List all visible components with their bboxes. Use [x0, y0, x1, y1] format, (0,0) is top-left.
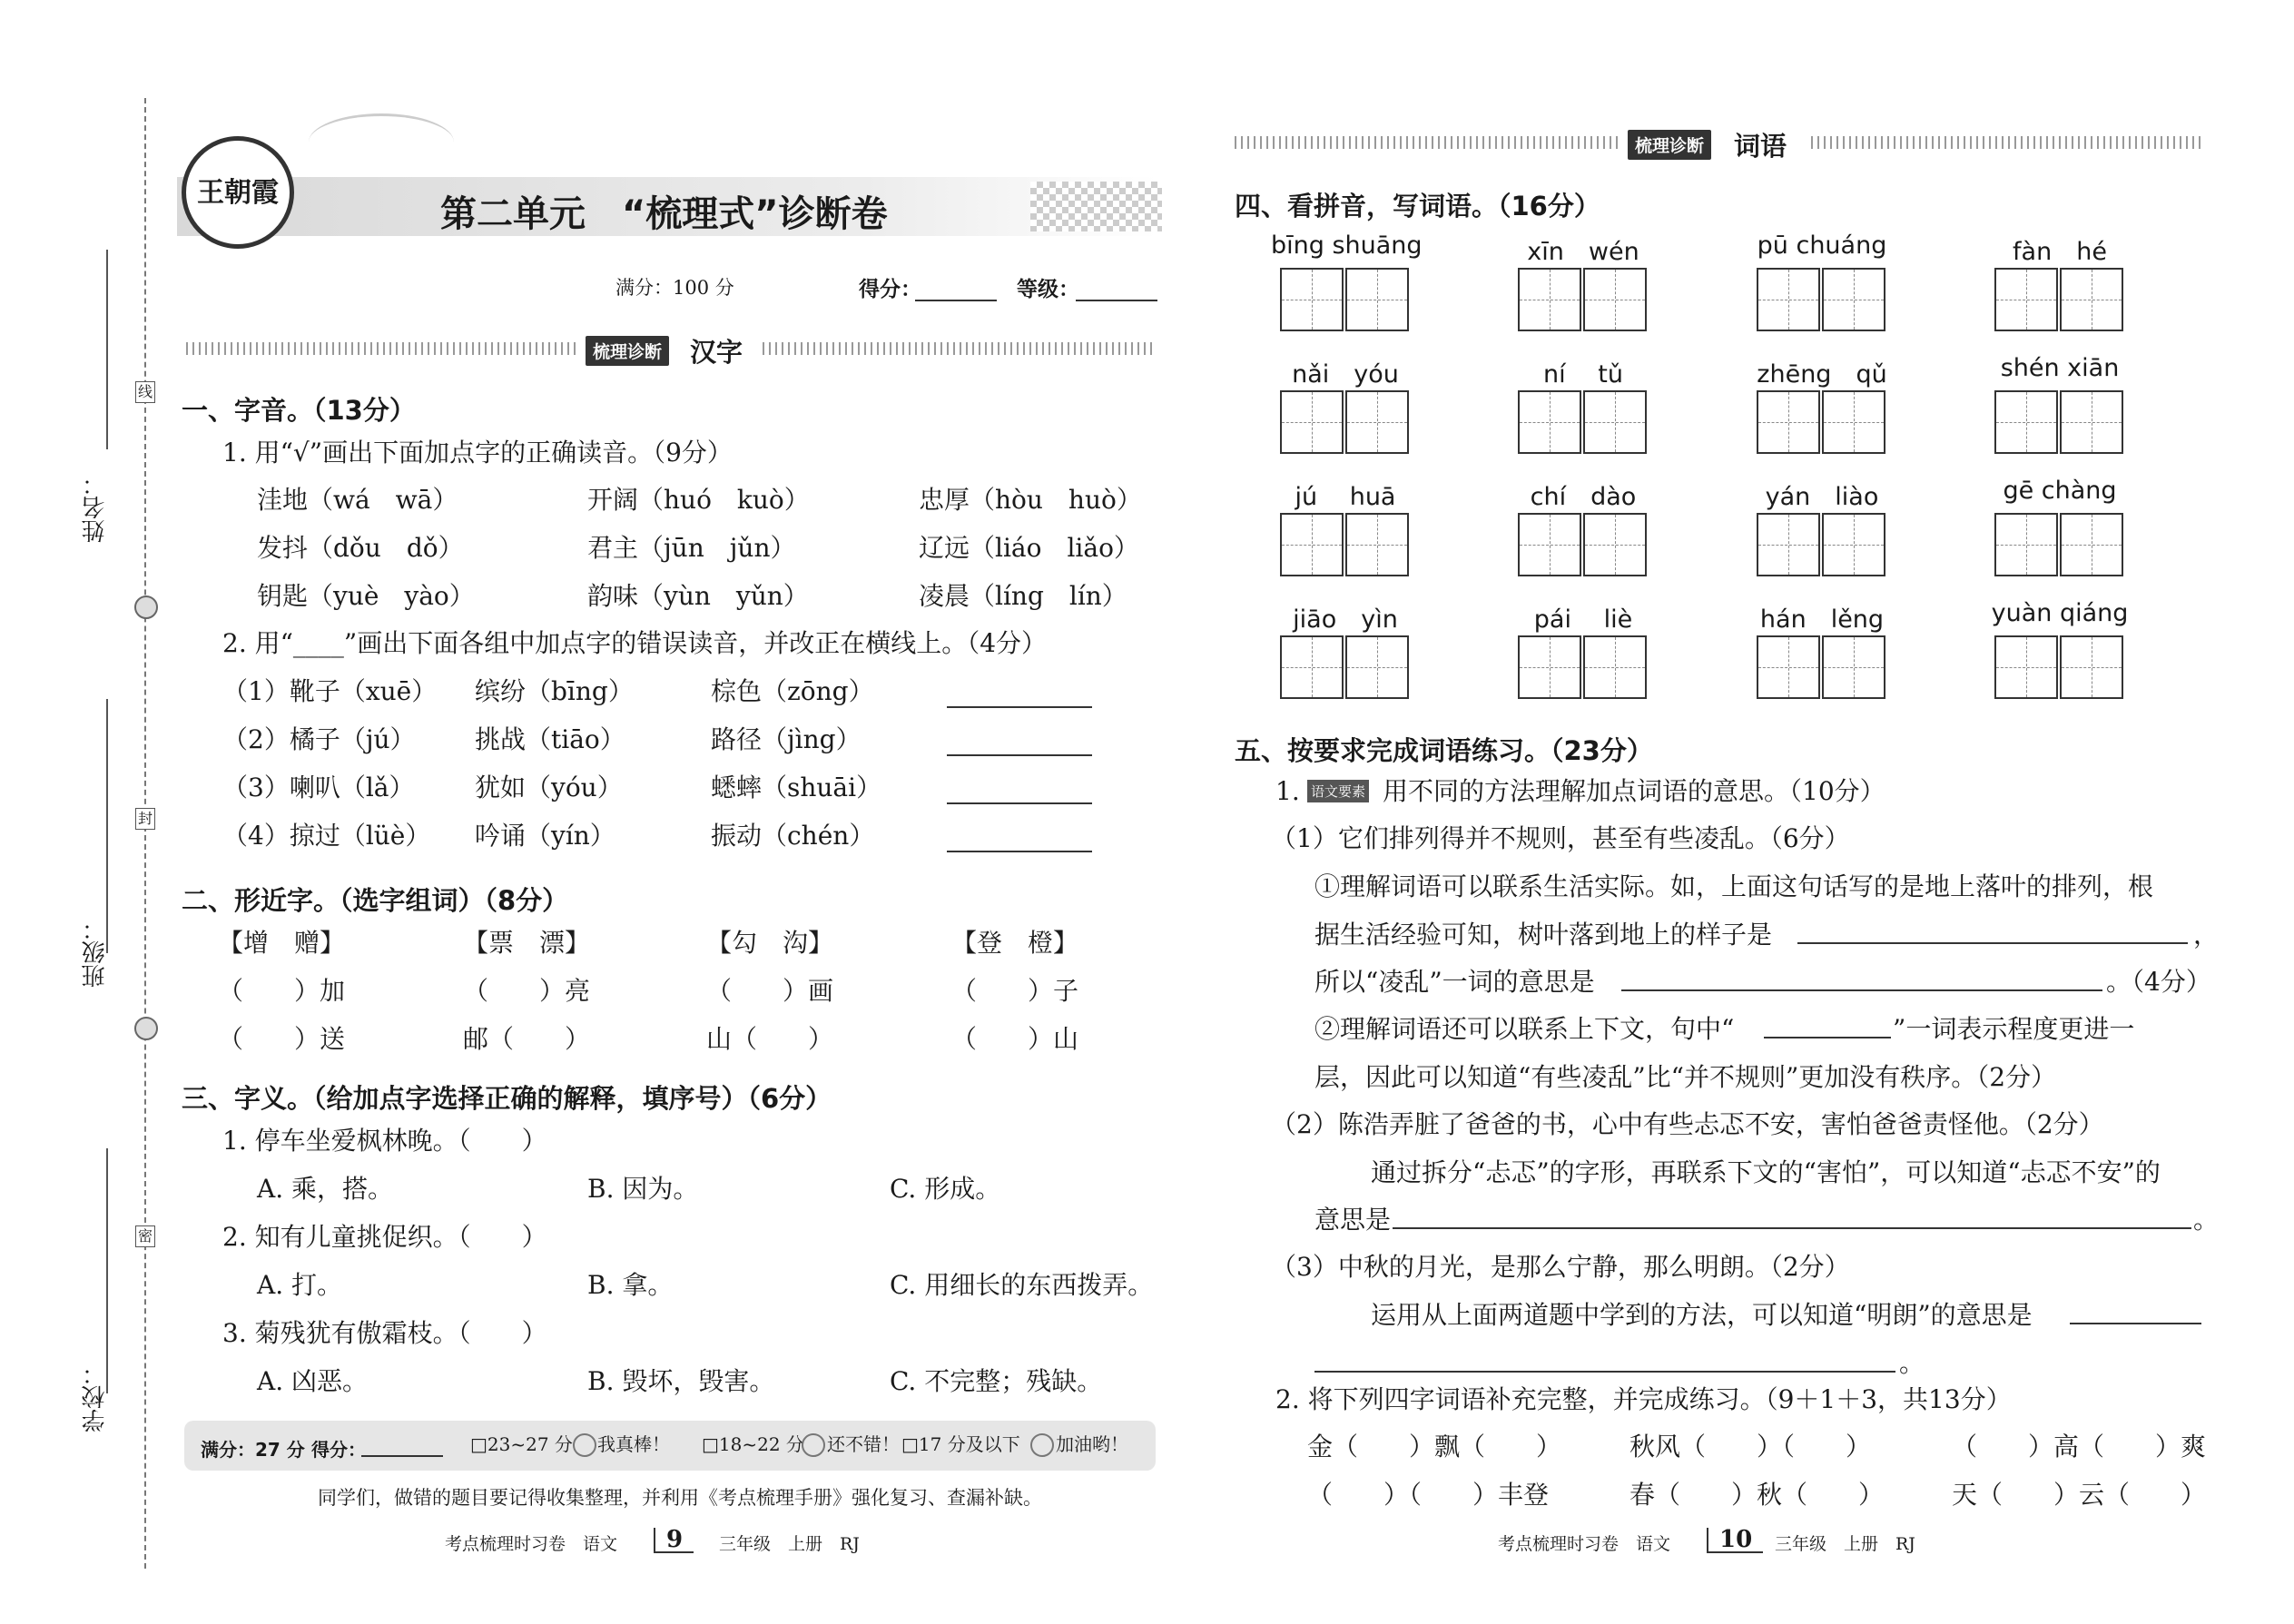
pinyin-label: nǎi yóu [1292, 360, 1399, 389]
q1-group: 缤纷（bīng） [475, 676, 634, 706]
q5-p1b: 据生活经验可知，树叶落到地上的样子是 [1314, 920, 1773, 950]
pinyin-label: jú huā [1295, 483, 1396, 511]
q3-option: B. 毁坏，毁害。 [587, 1366, 775, 1396]
section-strip [763, 342, 1153, 355]
answer-line[interactable] [947, 802, 1092, 804]
answer-line[interactable] [1797, 942, 2188, 944]
writing-box[interactable] [1280, 390, 1344, 454]
answer-line[interactable] [1621, 989, 2102, 991]
q3-option: C. 用细长的东西拨弄。 [890, 1270, 1154, 1300]
q1-group: 吟诵（yín） [475, 821, 615, 851]
grade-field[interactable] [1076, 300, 1157, 301]
footer-grade: 三年级 上册 RJ [719, 1534, 860, 1554]
q3-option: C. 形成。 [890, 1174, 1001, 1204]
q1-group: （2）橘子（jú） [222, 724, 416, 754]
page-number: 10 [1707, 1528, 1763, 1553]
binding-hole-icon [134, 1017, 158, 1040]
writing-box[interactable] [1345, 513, 1409, 576]
q1-group: 棕色（zōng） [711, 676, 874, 706]
seal-mi: 密 [135, 1225, 155, 1247]
section-strip [186, 342, 576, 355]
q5-p3: （3）中秋的月光，是那么宁静，那么明朗。（2分） [1271, 1252, 1850, 1282]
writing-box[interactable] [2060, 390, 2123, 454]
score-bar [184, 1421, 1156, 1471]
section-strip [1235, 136, 1620, 149]
answer-line[interactable] [1764, 1037, 1891, 1038]
pinyin-label: hán lěng [1759, 605, 1885, 634]
q1-group: （4）掠过（lüè） [222, 821, 431, 851]
writing-box[interactable] [1994, 513, 2058, 576]
writing-box[interactable] [1822, 268, 1885, 331]
writing-box[interactable] [1757, 268, 1820, 331]
pinyin-label: bīng shuāng [1271, 231, 1423, 260]
pinyin-label: chí dào [1530, 483, 1637, 511]
writing-box[interactable] [1994, 635, 2058, 699]
q5-p2a: 通过拆分“忐忑”的字形，再联系下文的“害怕”，可以知道“忐忑不安”的 [1371, 1157, 2161, 1187]
q5-p1d2: ”一词表示程度更进一 [1893, 1014, 2135, 1044]
q3-option: B. 因为。 [587, 1174, 699, 1204]
q4-title: 四、看拼音，写词语。（16分） [1235, 191, 1600, 221]
score-label: 得分： [859, 277, 921, 301]
q1-item: 辽远（liáo liǎo） [919, 533, 1139, 563]
q1-group: 挑战（tiāo） [475, 724, 625, 754]
checker-decoration [1030, 182, 1162, 231]
q2-blank[interactable]: （ ）加 [218, 976, 346, 1006]
q1-title: 一、字音。（13分） [182, 395, 416, 426]
pinyin-label: yuàn qiáng [1991, 599, 2129, 627]
writing-box[interactable] [1757, 390, 1820, 454]
smile-icon [802, 1433, 825, 1457]
q1-group: 路径（jìng） [711, 724, 861, 754]
q5-s1: 用不同的方法理解加点词语的意思。（10分） [1383, 776, 1885, 806]
writing-box[interactable] [1822, 390, 1885, 454]
score-bar-field[interactable] [361, 1455, 443, 1457]
q1-group: （1）靴子（xuē） [222, 676, 438, 706]
q2-blank[interactable]: （ ）画 [706, 976, 834, 1006]
q3-option: A. 乘，搭。 [257, 1174, 394, 1204]
answer-line[interactable] [1393, 1227, 2191, 1229]
q1-item: 忠厚（hòu huò） [919, 485, 1142, 515]
q5-p2: （2）陈浩弄脏了爸爸的书，心中有些忐忑不安，害怕爸爸责怪他。（2分） [1271, 1109, 2104, 1139]
section-label: 汉字 [690, 337, 743, 368]
pinyin-label: fàn hé [2013, 238, 2107, 266]
full-score: 满分：100 分 [615, 277, 734, 299]
q5-title: 五、按要求完成词语练习。（23分） [1235, 735, 1653, 766]
q2-blank[interactable]: （ ）山 [951, 1024, 1079, 1054]
q2-group: 【票 漂】 [463, 928, 591, 958]
q3-question: 1. 停车坐爱枫林晚。（ ） [222, 1126, 547, 1156]
smile-icon [1030, 1433, 1054, 1457]
pinyin-label: gē chàng [2003, 477, 2117, 505]
q2-group: 【增 赠】 [218, 928, 346, 958]
score-field[interactable] [915, 300, 997, 301]
q5-p2b-end: 。 [2193, 1205, 2220, 1235]
q3-title: 三、字义。（给加点字选择正确的解释，填序号）（6分） [182, 1083, 832, 1114]
q5-p1c-end: 。（4分） [2106, 967, 2211, 997]
writing-box[interactable] [2060, 513, 2123, 576]
q3-option: A. 打。 [257, 1270, 343, 1300]
writing-box[interactable] [1822, 513, 1885, 576]
writing-box[interactable] [1518, 513, 1581, 576]
score-range-2[interactable]: □18~22 分 [702, 1433, 804, 1455]
answer-line[interactable] [947, 754, 1092, 756]
answer-line[interactable] [2070, 1323, 2201, 1324]
idiom-blank[interactable]: （ ）高（ ）爽 [1952, 1432, 2207, 1462]
idiom-blank[interactable]: 春（ ）秋（ ） [1629, 1480, 1885, 1510]
binding-margin [0, 0, 163, 1624]
writing-box[interactable] [2060, 268, 2123, 331]
section-tag: 梳理诊断 [1628, 130, 1711, 160]
idiom-blank[interactable]: （ ）（ ）丰登 [1307, 1480, 1550, 1510]
q2-blank[interactable]: （ ）送 [218, 1024, 346, 1054]
writing-box[interactable] [1994, 390, 2058, 454]
q3-question: 2. 知有儿童挑促织。（ ） [222, 1222, 547, 1252]
idiom-blank[interactable]: 天（ ）云（ ） [1952, 1480, 2207, 1510]
score-bar-full: 满分：27 分 [201, 1439, 305, 1461]
seal-feng: 封 [135, 808, 155, 830]
name-label: 姓名： [82, 472, 109, 543]
section-strip [1811, 136, 2201, 149]
brand-logo [182, 136, 294, 249]
writing-box[interactable] [1994, 268, 2058, 331]
q5-p1c: 所以“凌乱”一词的意思是 [1314, 967, 1595, 997]
score-range-1[interactable]: □23~27 分 [470, 1433, 573, 1455]
q5-p3b-end: 。 [1899, 1348, 1925, 1378]
q5-p1a: ①理解词语可以联系生活实际。如，上面这句话写的是地上落叶的排列，根 [1314, 871, 2154, 901]
binding-hole-icon [134, 595, 158, 619]
q2-title: 二、形近字。（选字组词）（8分） [182, 885, 569, 916]
footer-book: 考点梳理时习卷 语文 [1498, 1534, 1671, 1554]
writing-box[interactable] [1518, 268, 1581, 331]
q2-group: 【勾 沟】 [706, 928, 834, 958]
writing-box[interactable] [1822, 635, 1885, 699]
writing-box[interactable] [1583, 268, 1647, 331]
score-range-3-text: 加油哟！ [1056, 1433, 1128, 1455]
answer-line[interactable] [947, 851, 1092, 852]
pinyin-label: jiāo yìn [1293, 605, 1398, 634]
writing-box[interactable] [1757, 513, 1820, 576]
ribbon-decoration [309, 113, 454, 171]
pinyin-label: zhēng qǔ [1757, 360, 1887, 389]
q5-s1-tag: 语文要素 [1307, 780, 1369, 802]
q5-p1b-end: ， [2193, 920, 2220, 950]
pinyin-label: pū chuáng [1757, 231, 1887, 260]
q1-group: 振动（chén） [711, 821, 875, 851]
score-bar-got: 得分： [311, 1439, 366, 1461]
section-label: 词语 [1734, 131, 1787, 162]
review-note: 同学们，做错的题目要记得收集整理，并利用《考点梳理手册》强化复习、查漏补缺。 [318, 1487, 1042, 1509]
writing-box[interactable] [1345, 635, 1409, 699]
q3-option: C. 不完整；残缺。 [890, 1366, 1103, 1396]
class-label: 班级： [82, 917, 109, 988]
q1-group: 蟋蟀（shuāi） [711, 773, 882, 802]
answer-line[interactable] [1314, 1371, 1895, 1373]
idiom-blank[interactable]: 金（ ）飘（ ） [1307, 1432, 1562, 1462]
footer-book: 考点梳理时习卷 语文 [445, 1534, 618, 1554]
grade-label: 等级： [1017, 277, 1079, 301]
q5-p3a: 运用从上面两道题中学到的方法，可以知道“明朗”的意思是 [1371, 1300, 2033, 1330]
q3-question: 3. 菊残犹有傲霜枝。（ ） [222, 1318, 547, 1348]
writing-box[interactable] [1345, 390, 1409, 454]
idiom-blank[interactable]: 秋风（ ）（ ） [1629, 1432, 1872, 1462]
writing-box[interactable] [1583, 635, 1647, 699]
pinyin-label: ní tǔ [1543, 360, 1623, 389]
pinyin-label: yán liào [1765, 483, 1879, 511]
q1-item: 发抖（dǒu dǒ） [257, 533, 464, 563]
pinyin-label: pái liè [1533, 605, 1633, 634]
q3-option: A. 凶恶。 [257, 1366, 369, 1396]
q5-p1: （1）它们排列得并不规则，甚至有些凌乱。（6分） [1271, 823, 1850, 853]
q1-item: 凌晨（líng lín） [919, 581, 1127, 611]
q5-p1d1: ②理解词语还可以联系上下文，句中“ [1314, 1014, 1735, 1044]
q1-item: 开阔（huó kuò） [587, 485, 810, 515]
q1-group: 犹如（yóu） [475, 773, 623, 802]
seal-xian: 线 [135, 381, 155, 403]
q2-blank[interactable]: （ ）子 [951, 976, 1079, 1006]
score-range-2-text: 还不错！ [827, 1433, 900, 1455]
footer-grade: 三年级 上册 RJ [1775, 1534, 1915, 1554]
writing-box[interactable] [1518, 390, 1581, 454]
q2-blank[interactable]: 邮（ ） [463, 1024, 591, 1054]
q5-s1-num: 1. [1275, 776, 1300, 806]
q5-s2: 2. 将下列四字词语补充完整，并完成练习。（9＋1＋3，共13分） [1275, 1384, 2012, 1414]
school-label: 学校： [82, 1362, 109, 1432]
q1-sub2: 2. 用“____”画出下面各组中加点字的错误读音，并改正在横线上。（4分） [222, 628, 1048, 658]
q1-item: 韵味（yùn yǔn） [587, 581, 809, 611]
q5-p1e: 层，因此可以知道“有些凌乱”比“并不规则”更加没有秩序。（2分） [1314, 1062, 2057, 1092]
writing-box[interactable] [1280, 635, 1344, 699]
writing-box[interactable] [2060, 635, 2123, 699]
q1-item: 君主（jūn jǔn） [587, 533, 796, 563]
pinyin-label: shén xiān [2000, 354, 2120, 382]
q1-item: 洼地（wá wā） [257, 485, 458, 515]
writing-box[interactable] [1583, 513, 1647, 576]
score-range-1-text: 我真棒！ [597, 1433, 670, 1455]
q2-group: 【登 橙】 [951, 928, 1079, 958]
writing-box[interactable] [1345, 268, 1409, 331]
writing-box[interactable] [1757, 635, 1820, 699]
q3-option: B. 拿。 [587, 1270, 674, 1300]
q1-sub1: 1. 用“√”画出下面加点字的正确读音。（9分） [222, 438, 733, 468]
page-title: 第二单元 “梳理式”诊断卷 [440, 193, 888, 235]
q2-blank[interactable]: 山（ ） [706, 1024, 834, 1054]
writing-box[interactable] [1518, 635, 1581, 699]
page-number: 9 [654, 1528, 694, 1553]
brand-name: 王朝霞 [197, 177, 279, 209]
q1-item: 钥匙（yuè yào） [257, 581, 475, 611]
smile-icon [573, 1433, 596, 1457]
q2-blank[interactable]: （ ）亮 [463, 976, 591, 1006]
section-tag: 梳理诊断 [586, 336, 669, 366]
writing-box[interactable] [1583, 390, 1647, 454]
q5-p2b: 意思是 [1314, 1205, 1392, 1235]
writing-box[interactable] [1280, 513, 1344, 576]
writing-box[interactable] [1280, 268, 1344, 331]
q1-group: （3）喇叭（lǎ） [222, 773, 415, 802]
answer-line[interactable] [947, 706, 1092, 708]
score-range-3[interactable]: □17 分及以下 [901, 1433, 1020, 1455]
pinyin-label: xīn wén [1527, 238, 1639, 266]
